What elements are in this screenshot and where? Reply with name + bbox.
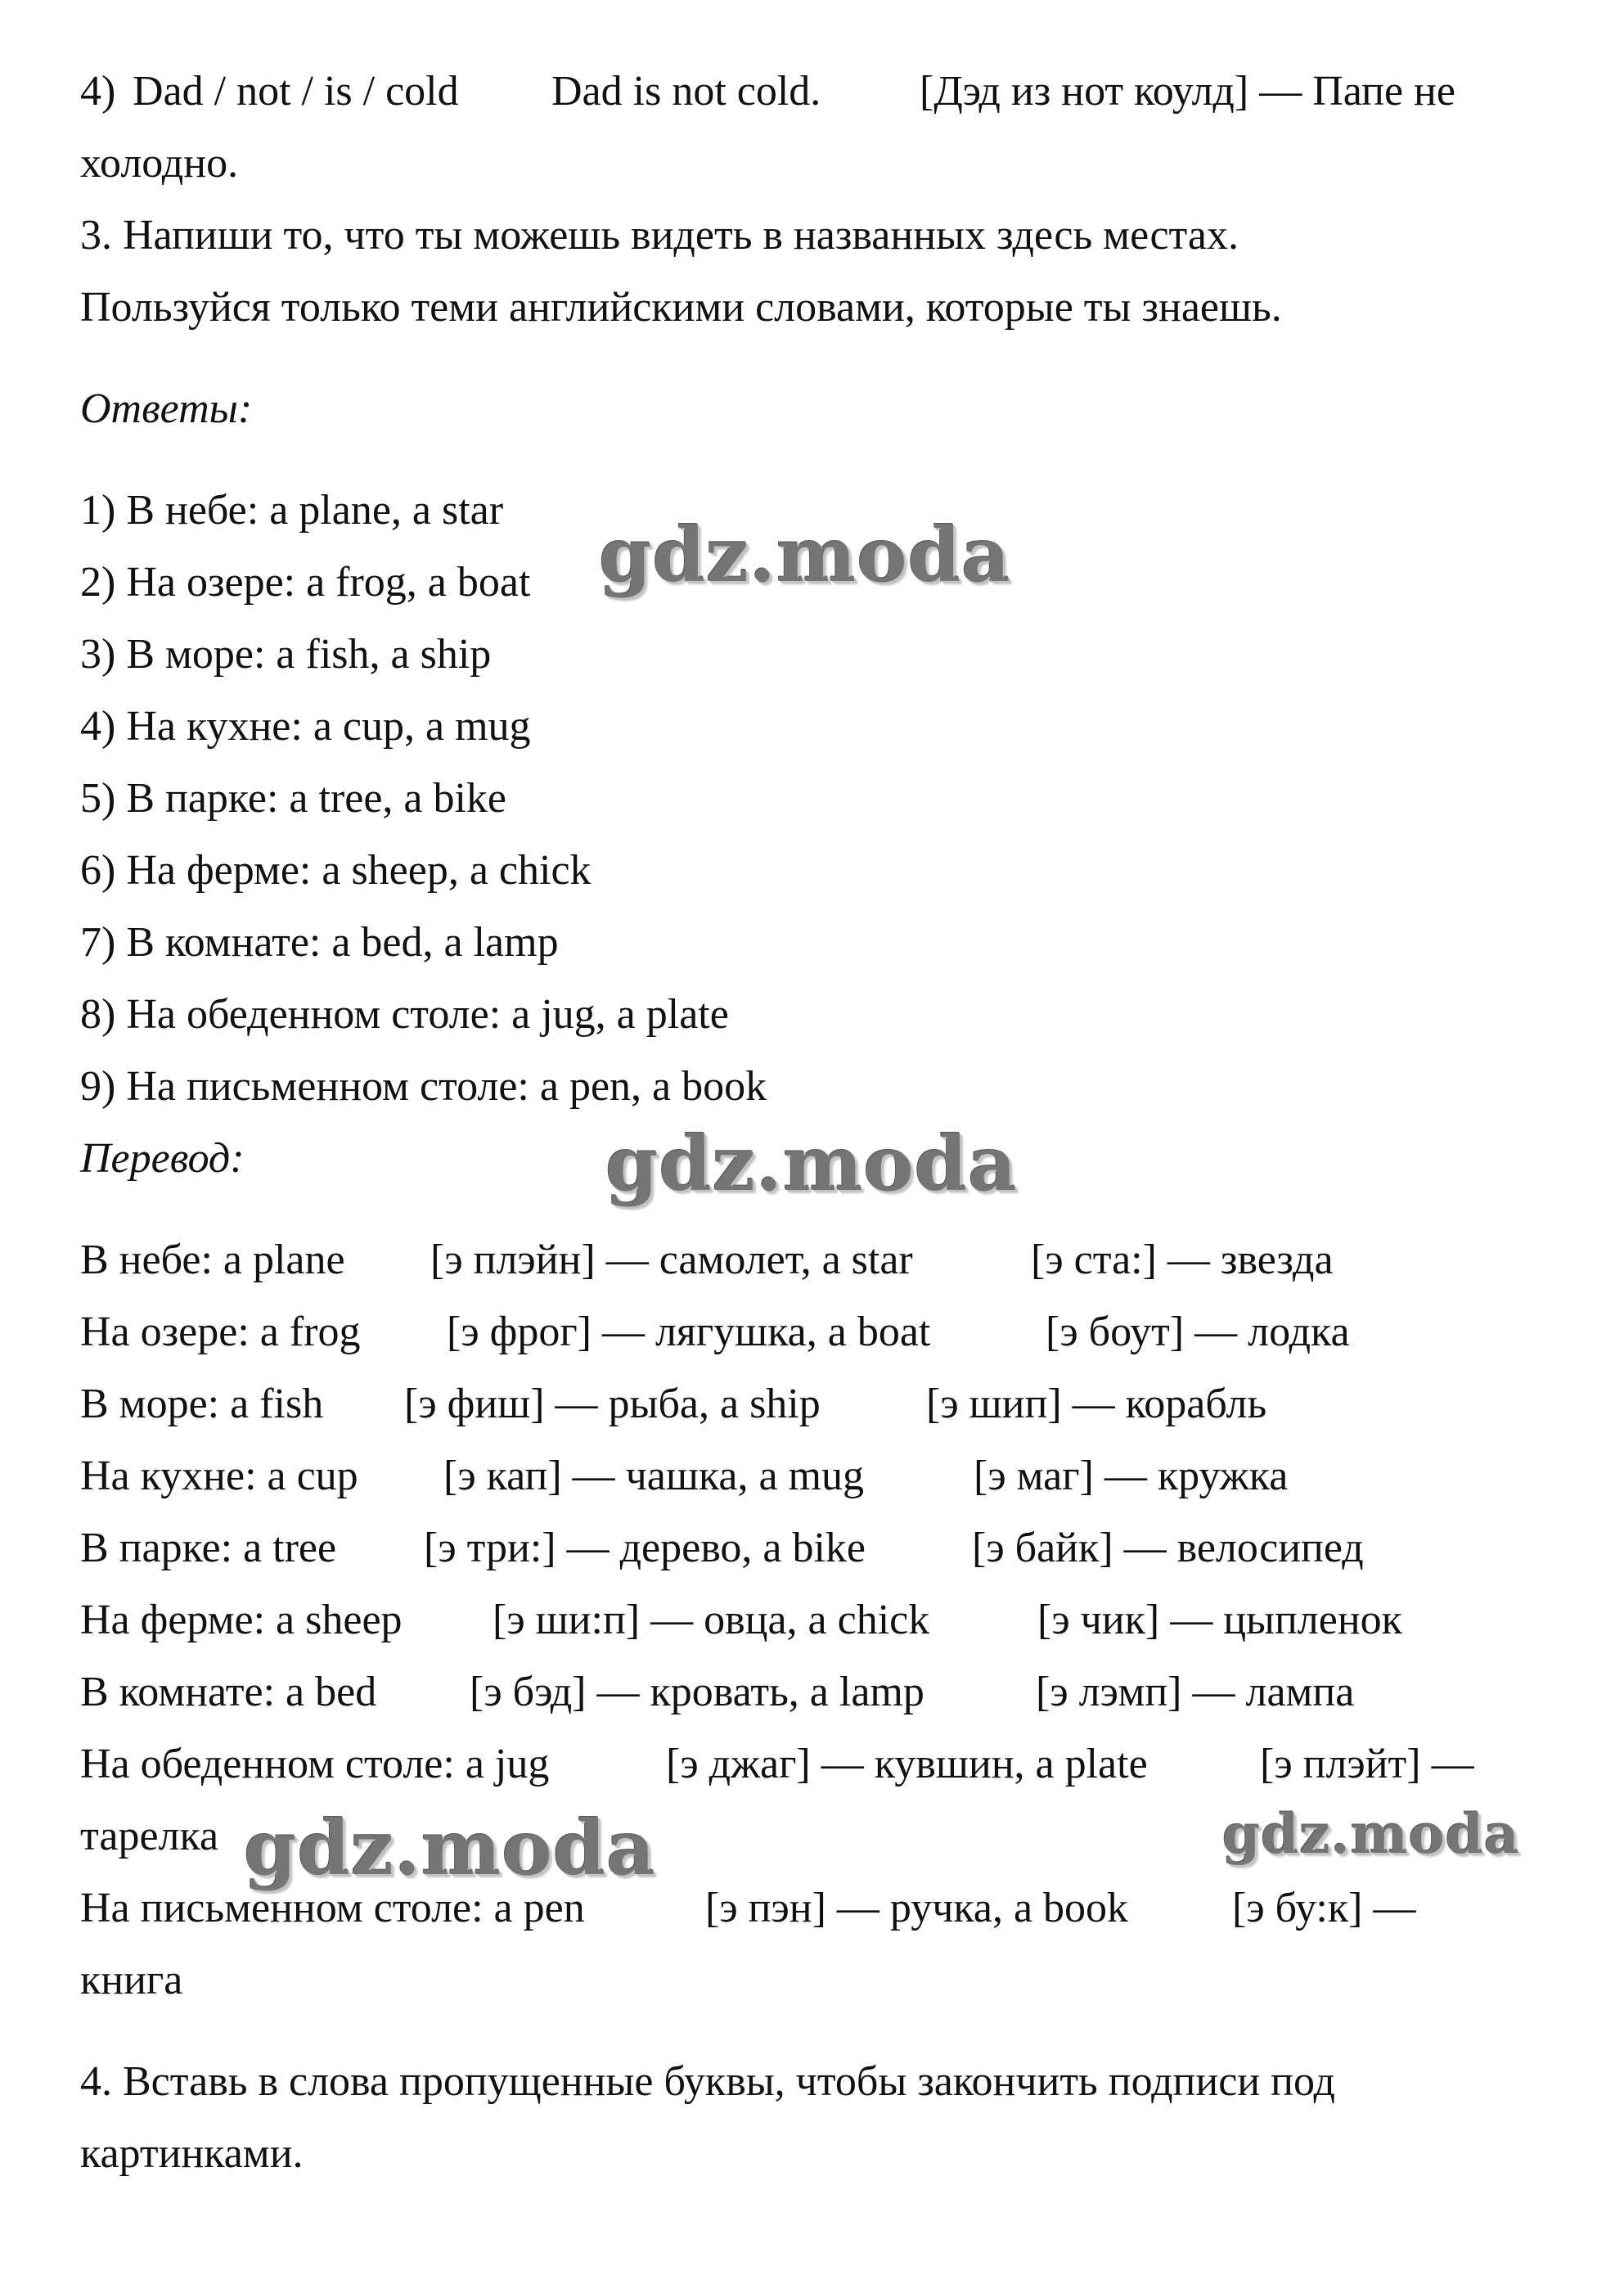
watermark: gdz.moda <box>244 1804 656 1892</box>
answer-item: 9) На письменном столе: a pen, a book <box>80 1063 767 1110</box>
transcription-2: [э боут] — лодка <box>1046 1309 1350 1355</box>
watermark: gdz.moda <box>599 511 1011 599</box>
answer-item: 8) На обеденном столе: a jug, a plate <box>80 991 729 1038</box>
exercise4-title-line2: картинками. <box>80 2130 304 2177</box>
place-text: На обеденном столе: a jug <box>80 1741 550 1787</box>
transcription-1: [э три:] — дерево, a bike <box>424 1525 866 1571</box>
transcription-1: [э плэйн] — самолет, a star <box>430 1237 913 1283</box>
transcription-2: [э ста:] — звезда <box>1031 1237 1334 1283</box>
transcription-1: [э кап] — чашка, a mug <box>443 1453 865 1499</box>
answer-item: 6) На ферме: a sheep, a chick <box>80 847 592 894</box>
answers-label: Ответы: <box>80 385 253 432</box>
exercise2-item-4 <box>80 67 1594 116</box>
transcription-2: [э шип] — корабль <box>926 1381 1267 1427</box>
translation-continuation: тарелка <box>80 1813 219 1859</box>
translation-row <box>80 1524 1594 1573</box>
translation-row <box>80 1236 1594 1285</box>
transcription-2: [э чик] — цыпленок <box>1037 1597 1402 1643</box>
place-text: На кухне: a cup <box>80 1453 358 1499</box>
sentence-answer: Dad is not cold. <box>551 68 821 115</box>
exercise3-title-line1: 3. Напиши то, что ты можешь видеть в названных здесь местах. <box>80 212 1239 259</box>
place-text: На письменном столе: a pen <box>80 1885 585 1931</box>
exercise3-title-line2: Пользуйся только теми английскими словами, которые ты знаешь. <box>80 284 1282 331</box>
translation-row <box>80 1668 1594 1717</box>
transcription-2: [э маг] — кружка <box>974 1453 1289 1499</box>
exercise4-title-line1: 4. Вставь в слова пропущенные буквы, чтобы закончить подписи под <box>80 2058 1335 2105</box>
translation-row <box>80 1740 1594 1789</box>
transcription-1: [э ши:п] — овца, a chick <box>493 1597 930 1643</box>
transcription-2: [э лэмп] — лампа <box>1036 1669 1355 1715</box>
watermark: gdz.moda <box>1222 1802 1520 1866</box>
place-text: В море: a fish <box>80 1381 324 1427</box>
answer-item: 7) В комнате: a bed, a lamp <box>80 919 559 966</box>
transcription-1: [э бэд] — кровать, a lamp <box>470 1669 924 1715</box>
answer-item: 3) В море: a fish, a ship <box>80 631 492 678</box>
transcription-translation: [Дэд из нот коулд] — Папе не <box>920 68 1455 115</box>
translation-label: Перевод: <box>80 1135 245 1182</box>
transcription-1: [э пэн] — ручка, a book <box>705 1885 1129 1931</box>
place-text: В небе: a plane <box>80 1237 345 1283</box>
translation-row <box>80 1452 1594 1501</box>
answer-item: 2) На озере: a frog, a boat <box>80 559 531 606</box>
place-text: В комнате: a bed <box>80 1669 377 1715</box>
transcription-2: [э бу:к] — <box>1232 1885 1416 1931</box>
place-text: В парке: a tree <box>80 1525 337 1571</box>
transcription-2: [э плэйт] — <box>1260 1741 1474 1787</box>
transcription-1: [э фрог] — лягушка, a boat <box>447 1309 931 1355</box>
transcription-2: [э байк] — велосипед <box>972 1525 1364 1571</box>
translation-row <box>80 1380 1594 1429</box>
translation-row <box>80 1596 1594 1645</box>
translation-row <box>80 1308 1594 1357</box>
translation-continuation: книга <box>80 1957 183 2003</box>
transcription-1: [э фиш] — рыба, a ship <box>404 1381 821 1427</box>
scrambled-words: Dad / not / is / cold <box>133 68 459 115</box>
place-text: На озере: a frog <box>80 1309 361 1355</box>
transcription-1: [э джаг] — кувшин, a plate <box>666 1741 1148 1787</box>
item-number: 4) <box>80 68 116 115</box>
answer-item: 5) В парке: a tree, a bike <box>80 775 507 822</box>
translation-continuation: холодно. <box>80 140 239 187</box>
watermark: gdz.moda <box>605 1120 1018 1208</box>
answer-item: 1) В небе: a plane, a star <box>80 487 504 534</box>
answer-item: 4) На кухне: a cup, a mug <box>80 703 531 750</box>
place-text: На ферме: a sheep <box>80 1597 403 1643</box>
